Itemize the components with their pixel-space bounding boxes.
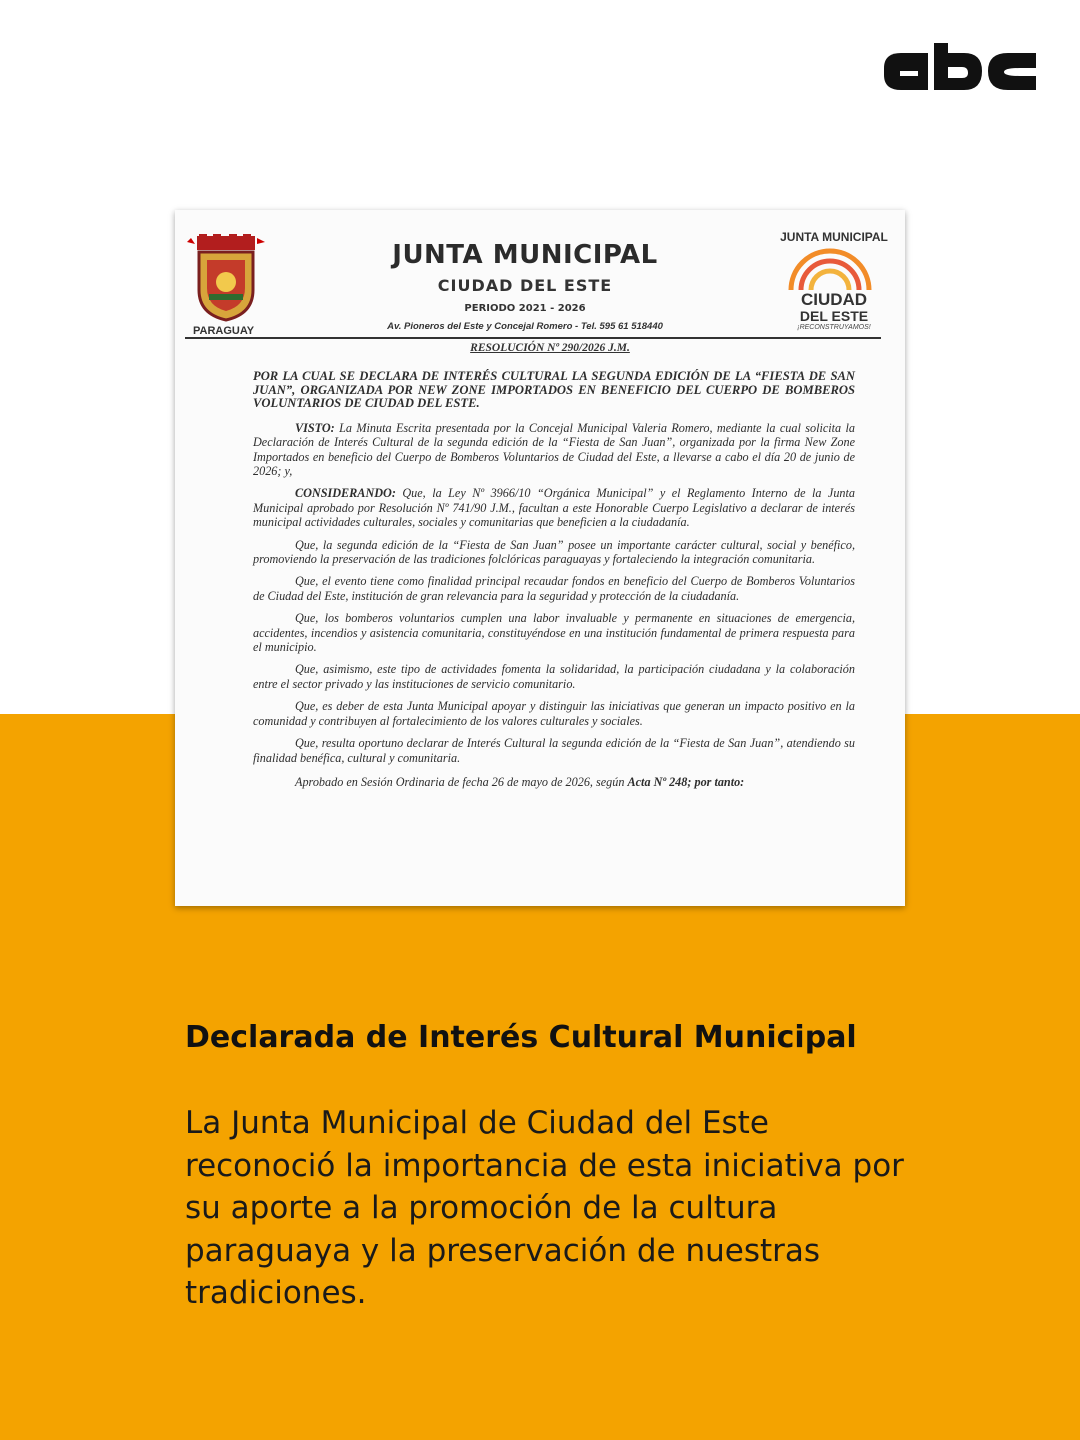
considerando-item: Que, los bomberos voluntarios cumplen una labor invaluable y permanente en situaciones de emergencia, accidentes, incendios y asistencia comunitaria, constituyéndose en una institución fundamental de primera respuesta para el municipio. [253,611,855,655]
resolution-document [175,210,905,906]
considerando-item: Que, resulta oportuno declarar de Interés Cultural la segunda edición de la “Fiesta de San Juan”, atendiendo su finalidad benéfica, cultural y comunitaria. [253,736,855,765]
considerando-item: Que, la segunda edición de la “Fiesta de San Juan” posee un importante carácter cultural, social y benéfico, promoviendo la preservación de las tradiciones folclóricas paraguayas y fortaleciendo la integración comunitaria. [253,537,855,567]
document-header-address: Av. Pioneros del Este y Concejal Romero - Tel. 595 61 518440 [387,321,663,332]
right-seal-city: CIUDAD [800,290,868,309]
abc-logo-icon [884,40,1036,96]
considerando-item: Que, asimismo, este tipo de actividades fomenta la solidaridad, la participación ciudadana y la colaboración entre el sector privado y las instituciones de servicio comunitario. [253,662,855,691]
considerando-item: Que, es deber de esta Junta Municipal apoyar y distinguir las iniciativas que generan un impacto positivo en la comunidad y contribuyen al fortalecimiento de los valores culturales y sociales. [253,699,855,728]
header-divider [185,337,881,339]
document-body [253,370,855,797]
resolution-number: RESOLUCIÓN Nº 290/2026 J.M. [470,342,630,354]
left-seal-label: PARAGUAY [193,325,255,337]
resolution-lead: POR LA CUAL SE DECLARA DE INTERÉS CULTURAL LA SEGUNDA EDICIÓN DE LA “FIESTA DE SAN JUAN”, ORGANIZADA POR NEW ZONE IMPORTADOS EN BENEFICIO DEL CUERPO DE BOMBEROS VOLUNTARIOS DE CIUDAD DEL ESTE. [253,369,855,411]
visto-paragraph: VISTO: La Minuta Escrita presentada por la Concejal Municipal Valeria Romero, mediante la cual solicita la Declaración de Interés Cultural de la segunda edición de la “Fiesta de San Juan”, organizada por la firma New Zone Importados en beneficio del Cuerpo de Bomberos Voluntarios de Ciudad del Este, a llevarse a cabo el día 20 de junio de 2026; y, [253,420,855,478]
right-seal-del-este: DEL ESTE [799,308,869,324]
summary-text: La Junta Municipal de Ciudad del Este reconoció la importancia de esta iniciativa por su aporte a la promoción de la cultura paraguaya y la preservación de nuestras tradiciones. [185,1105,904,1311]
document-header-title: JUNTA MUNICIPAL [392,240,658,270]
considerando-item: Que, el evento tiene como finalidad principal recaudar fondos en beneficio del Cuerpo de Bomberos Voluntarios de Ciudad del Este, institución de gran relevancia para la seguridad y protección de la ciudadanía. [253,574,855,603]
approved-paragraph: Aprobado en Sesión Ordinaria de fecha 26 de mayo de 2026, según Acta Nº 248; por tanto: [295,774,745,789]
document-header-period: PERIODO 2021 - 2026 [464,303,586,314]
right-seal-arc-text: JUNTA MUNICIPAL [780,230,888,244]
headline: Declarada de Interés Cultural Municipal [185,1020,857,1055]
document-header-city: CIUDAD DEL ESTE [437,276,613,295]
right-seal-tagline: ¡RECONSTRUYAMOS! [797,324,871,331]
considerando-paragraph: CONSIDERANDO: Que, la Ley Nº 3966/10 “Orgánica Municipal” y el Reglamento Interno de la Junta Municipal aprobado por Resolución Nº 741/90 J.M., facultan a este Honorable Cuerpo Legislativo a declarar de interés municipal actividades culturales, sociales y comunitarias que beneficien a la ciudadanía. [253,486,855,530]
